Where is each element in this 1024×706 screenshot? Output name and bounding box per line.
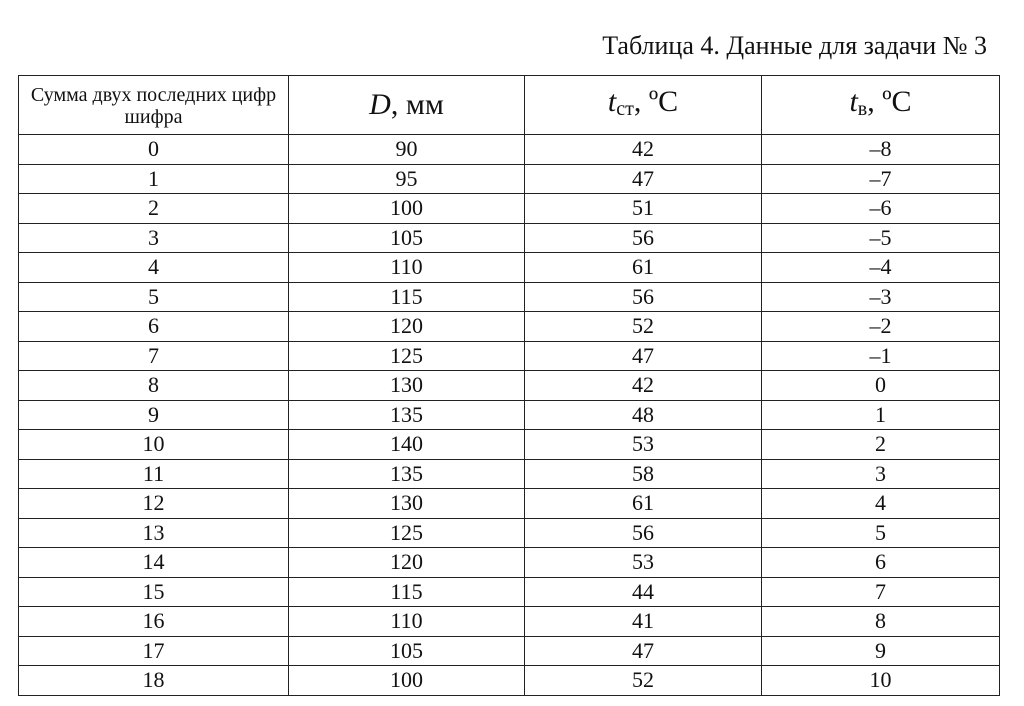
header-d-var: D [369,88,391,121]
header-d-unit: , мм [390,88,444,121]
cell-sum: 11 [19,459,289,489]
cell-t-v: –3 [762,282,1000,312]
cell-t-v: 3 [762,459,1000,489]
header-d [289,76,525,135]
cell-t-v: 4 [762,489,1000,519]
table-row [19,341,1000,371]
cell-t-st: 56 [525,518,762,548]
header-t-v [762,76,1000,135]
cell-t-v: 1 [762,400,1000,430]
cell-d: 100 [289,666,525,696]
table-row [19,371,1000,401]
cell-t-v: 6 [762,548,1000,578]
header-t-st-var: t [607,84,617,118]
cell-sum: 8 [19,371,289,401]
cell-sum: 16 [19,607,289,637]
cell-t-st: 52 [525,666,762,696]
cell-t-st: 48 [525,400,762,430]
table-header [19,76,1000,135]
cell-t-st: 53 [525,548,762,578]
table-row [19,223,1000,253]
table-row [19,253,1000,283]
cell-sum: 15 [19,577,289,607]
table-row [19,577,1000,607]
data-table [18,75,1000,696]
cell-d: 130 [289,371,525,401]
cell-t-st: 52 [525,312,762,342]
cell-t-v: 8 [762,607,1000,637]
table-row [19,312,1000,342]
cell-t-v: 5 [762,518,1000,548]
header-t-st [525,76,762,135]
cell-d: 105 [289,636,525,666]
table-row [19,135,1000,165]
table-row [19,164,1000,194]
cell-sum: 1 [19,164,289,194]
cell-sum: 14 [19,548,289,578]
cell-sum: 18 [19,666,289,696]
cell-sum: 12 [19,489,289,519]
header-t-st-sub: ст [616,97,634,120]
cell-d: 110 [289,607,525,637]
cell-t-st: 47 [525,636,762,666]
cell-d: 125 [289,341,525,371]
header-row [19,76,1000,135]
cell-t-v: 0 [762,371,1000,401]
cell-d: 125 [289,518,525,548]
cell-t-v: 10 [762,666,1000,696]
cell-sum: 9 [19,400,289,430]
cell-t-st: 58 [525,459,762,489]
cell-t-v: –5 [762,223,1000,253]
table-row [19,607,1000,637]
cell-t-v: 2 [762,430,1000,460]
cell-d: 130 [289,489,525,519]
cell-d: 120 [289,548,525,578]
table-row [19,282,1000,312]
cell-d: 90 [289,135,525,165]
cell-d: 135 [289,459,525,489]
cell-d: 95 [289,164,525,194]
cell-sum: 13 [19,518,289,548]
cell-d: 135 [289,400,525,430]
cell-t-v: –8 [762,135,1000,165]
cell-t-st: 47 [525,164,762,194]
cell-sum: 10 [19,430,289,460]
table-row [19,518,1000,548]
cell-t-st: 47 [525,341,762,371]
header-t-v-var: t [849,84,858,118]
table-row [19,400,1000,430]
cell-sum: 4 [19,253,289,283]
cell-t-v: –7 [762,164,1000,194]
cell-d: 120 [289,312,525,342]
cell-sum: 17 [19,636,289,666]
table-row [19,430,1000,460]
header-sum: Сумма двух последних цифр шифра [19,76,289,135]
cell-sum: 7 [19,341,289,371]
cell-d: 115 [289,282,525,312]
cell-t-v: 9 [762,636,1000,666]
cell-t-st: 56 [525,282,762,312]
cell-t-st: 61 [525,489,762,519]
cell-t-v: 7 [762,577,1000,607]
table-row [19,489,1000,519]
table-row [19,666,1000,696]
table-row [19,194,1000,224]
cell-t-v: –1 [762,341,1000,371]
table-body [19,135,1000,696]
cell-t-st: 44 [525,577,762,607]
cell-sum: 5 [19,282,289,312]
cell-t-st: 41 [525,607,762,637]
cell-sum: 6 [19,312,289,342]
cell-sum: 3 [19,223,289,253]
cell-d: 105 [289,223,525,253]
cell-sum: 2 [19,194,289,224]
cell-t-v: –2 [762,312,1000,342]
cell-d: 110 [289,253,525,283]
table-row [19,636,1000,666]
cell-d: 115 [289,577,525,607]
table-caption: Таблица 4. Данные для задачи № 3 [602,31,987,60]
cell-t-st: 42 [525,135,762,165]
cell-t-st: 53 [525,430,762,460]
cell-t-st: 51 [525,194,762,224]
table-row [19,548,1000,578]
cell-t-st: 61 [525,253,762,283]
cell-d: 140 [289,430,525,460]
cell-t-v: –6 [762,194,1000,224]
header-t-v-unit: , ºС [867,84,912,118]
table-row [19,459,1000,489]
cell-d: 100 [289,194,525,224]
header-t-st-unit: , ºС [633,84,679,118]
cell-t-st: 56 [525,223,762,253]
cell-t-v: –4 [762,253,1000,283]
header-t-v-sub: в [857,97,868,120]
cell-t-st: 42 [525,371,762,401]
cell-sum: 0 [19,135,289,165]
